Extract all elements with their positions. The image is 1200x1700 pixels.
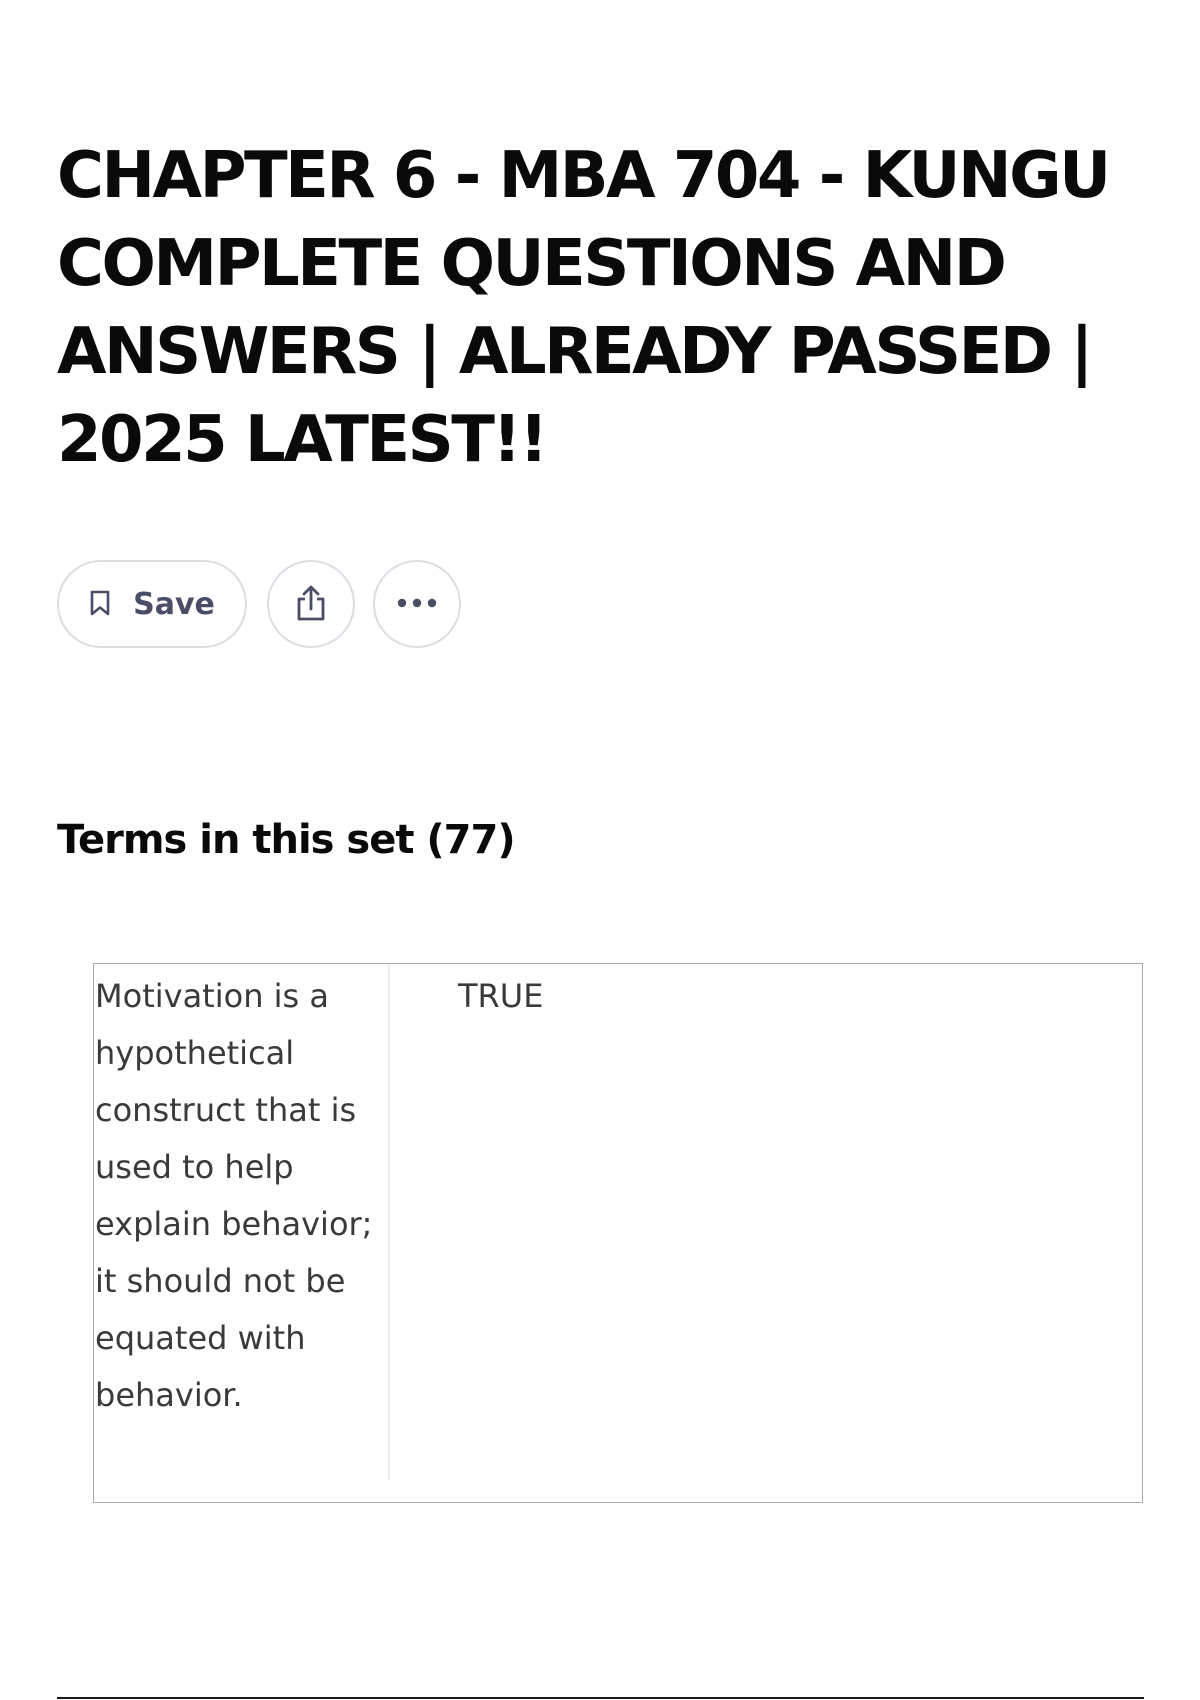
save-button-label: Save (133, 586, 215, 622)
share-button[interactable] (267, 560, 355, 648)
term-card[interactable] (93, 963, 1143, 1503)
bookmark-icon (89, 589, 111, 620)
divider (57, 1697, 1144, 1699)
more-options-button[interactable] (373, 560, 461, 648)
action-bar (57, 560, 461, 648)
more-horizontal-icon (395, 597, 439, 612)
definition-text: TRUE (458, 977, 544, 1015)
term-text: Motivation is a hypothetical construct that is used to help explain behavior; it should not be equated with behavior. (94, 964, 390, 1480)
page-title: CHAPTER 6 - MBA 704 - KUNGU COMPLETE QUESTIONS AND ANSWERS | ALREADY PASSED | 2025 LATEST!! (57, 139, 1109, 477)
save-button[interactable] (57, 560, 247, 648)
terms-section-heading: Terms in this set (77) (57, 817, 515, 863)
share-icon (293, 583, 329, 626)
